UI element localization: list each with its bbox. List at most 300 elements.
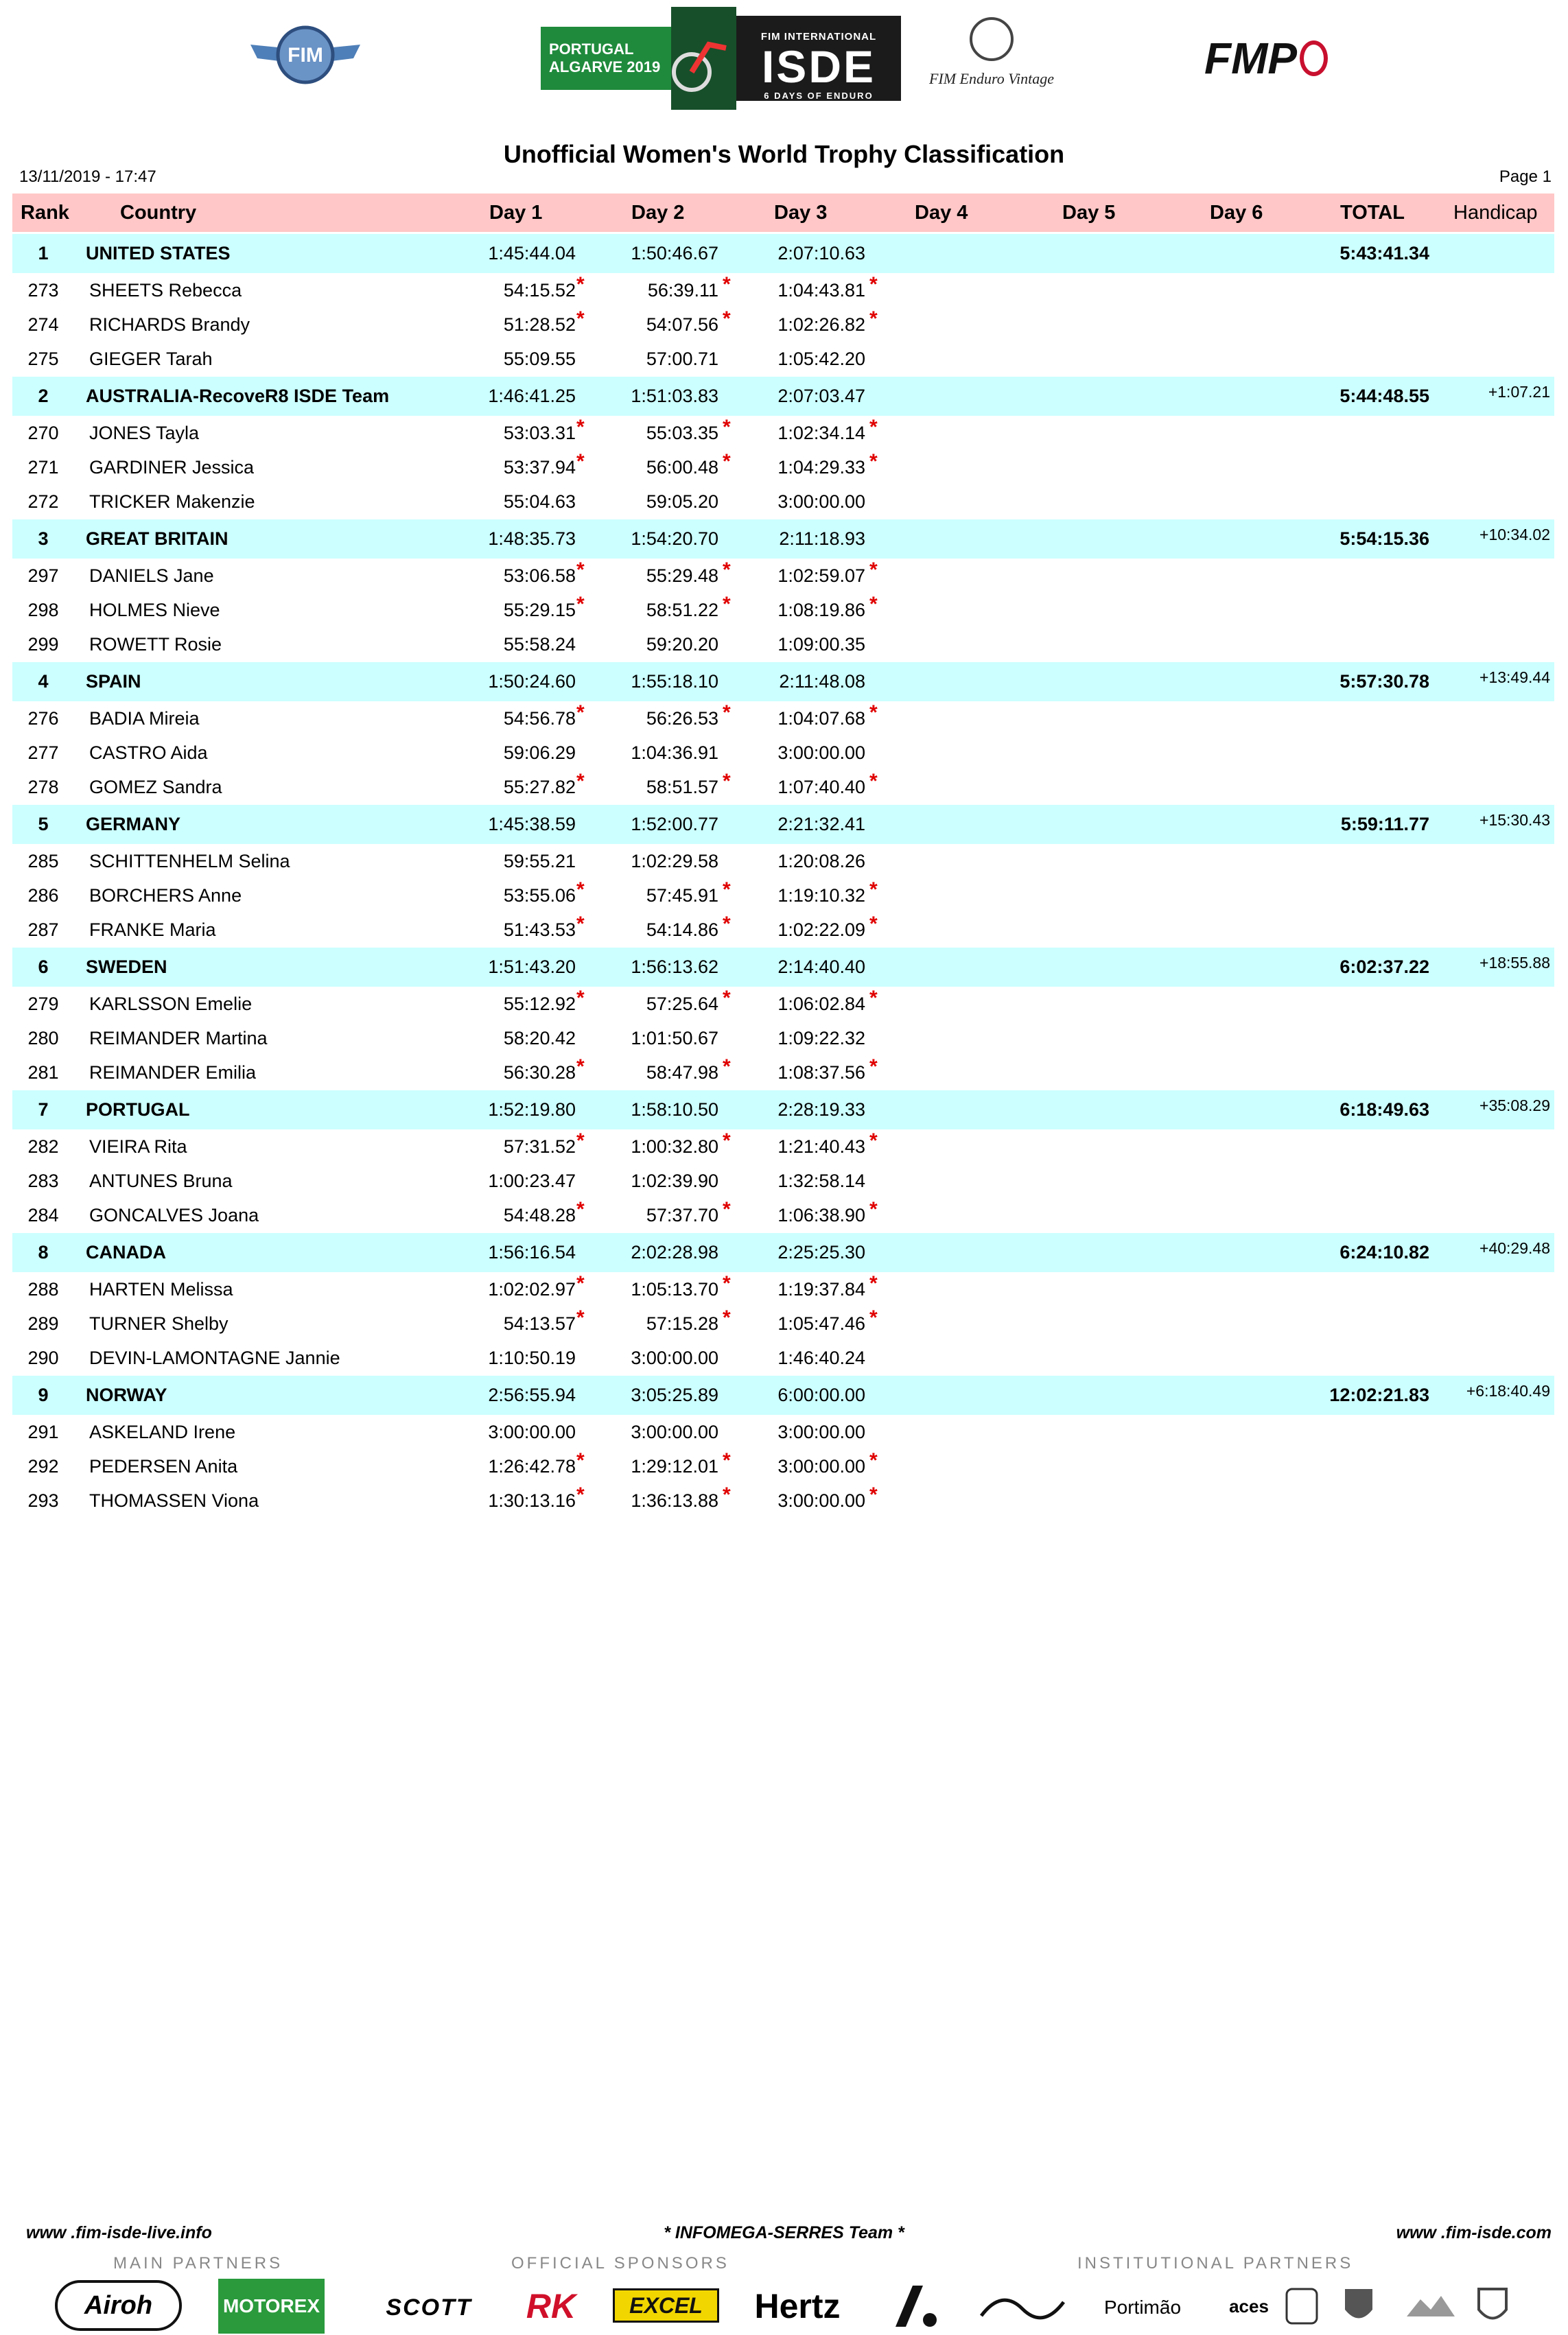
footer-credit: * INFOMEGA-SERRES Team * xyxy=(664,2223,904,2242)
rider-row xyxy=(12,342,1554,376)
rider-day3-time: 3:00:00.00 xyxy=(777,742,865,763)
isde-portugal-label: PORTUGAL ALGARVE 2019 xyxy=(541,27,671,90)
rider-row xyxy=(12,450,1554,484)
team-day3-time: 6:00:00.00 xyxy=(777,1385,865,1405)
aces-logo: aces xyxy=(1229,2295,1269,2316)
rider-row xyxy=(12,987,1554,1021)
rider-number: 283 xyxy=(27,1171,59,1191)
team-total-time: 6:02:37.22 xyxy=(1339,957,1429,977)
team-day3-time: 2:07:10.63 xyxy=(777,243,865,263)
rider-day3-time: 1:19:37.84 xyxy=(777,1279,865,1300)
col-rank: Rank xyxy=(21,202,69,224)
rider-name: ANTUNES Bruna xyxy=(89,1171,233,1191)
counting-time-star-icon: * xyxy=(869,1055,878,1078)
team-day1-time: 1:45:44.04 xyxy=(488,243,576,263)
rider-row xyxy=(12,559,1554,593)
team-day2-time: 2:02:28.98 xyxy=(631,1242,718,1263)
team-row xyxy=(12,662,1554,701)
rider-day2-time: 56:39.11 xyxy=(647,280,718,301)
rider-day3-time: 1:02:26.82 xyxy=(777,314,865,335)
team-rank: 3 xyxy=(38,528,49,549)
team-day3-time: 2:28:19.33 xyxy=(777,1099,865,1120)
rider-day2-time: 3:00:00.00 xyxy=(631,1422,718,1442)
team-handicap: +40:29.48 xyxy=(1479,1239,1550,1257)
counting-time-star-icon: * xyxy=(869,1272,878,1295)
team-rank: 1 xyxy=(38,243,49,263)
municipal-crest-icon xyxy=(1468,2279,1517,2334)
col-day5: Day 5 xyxy=(1062,202,1116,224)
team-day1-time: 1:51:43.20 xyxy=(488,957,576,977)
rider-name: FRANKE Maria xyxy=(89,919,216,940)
counting-time-star-icon: * xyxy=(723,770,731,793)
institutional-partners-heading: INSTITUTIONAL PARTNERS xyxy=(1077,2254,1354,2273)
team-country: CANADA xyxy=(86,1242,166,1263)
rider-row xyxy=(12,1306,1554,1341)
rider-row xyxy=(12,307,1554,342)
rider-name: DEVIN-LAMONTAGNE Jannie xyxy=(89,1348,340,1368)
rider-day1-time: 55:58.24 xyxy=(503,634,576,655)
counting-time-star-icon: * xyxy=(723,701,731,724)
counting-time-star-icon: * xyxy=(869,1483,878,1506)
svg-text:FIM: FIM xyxy=(288,44,323,67)
counting-time-star-icon: * xyxy=(723,416,731,438)
rider-day1-time: 55:29.15 xyxy=(503,600,576,620)
isde-logo xyxy=(541,8,901,108)
rider-row xyxy=(12,416,1554,450)
rider-number: 270 xyxy=(27,423,59,443)
svg-text:FIM Enduro Vintage: FIM Enduro Vintage xyxy=(928,70,1055,87)
team-day2-time: 1:56:13.62 xyxy=(631,957,718,977)
rider-day2-time: 57:15.28 xyxy=(646,1313,718,1334)
rider-day1-time: 3:00:00.00 xyxy=(488,1422,576,1442)
counting-time-star-icon: * xyxy=(576,559,585,581)
sponsor-strip xyxy=(0,2254,1568,2335)
team-country: UNITED STATES xyxy=(86,243,231,263)
rider-day1-time: 54:13.57 xyxy=(503,1313,576,1334)
rider-day1-time: 1:00:23.47 xyxy=(488,1171,576,1191)
counting-time-star-icon: * xyxy=(869,770,878,793)
monchique-logo xyxy=(1400,2279,1462,2334)
rider-day3-time: 1:02:22.09 xyxy=(777,919,865,940)
team-day2-time: 1:58:10.50 xyxy=(631,1099,718,1120)
rider-day2-time: 57:00.71 xyxy=(646,349,718,369)
rider-name: SHEETS Rebecca xyxy=(89,280,242,301)
rider-name: ROWETT Rosie xyxy=(89,634,222,655)
motorbike-icon xyxy=(671,7,736,110)
rider-name: KARLSSON Emelie xyxy=(89,994,253,1014)
rider-day2-time: 1:05:13.70 xyxy=(631,1279,718,1300)
counting-time-star-icon: * xyxy=(869,878,878,901)
team-total-time: 5:54:15.36 xyxy=(1339,528,1429,549)
team-country: NORWAY xyxy=(86,1385,167,1405)
team-handicap: +15:30.43 xyxy=(1479,811,1550,829)
rk-logo: RK xyxy=(526,2287,576,2325)
rider-day3-time: 1:32:58.14 xyxy=(777,1171,865,1191)
rider-day3-time: 1:02:59.07 xyxy=(777,565,865,586)
rider-day1-time: 59:06.29 xyxy=(503,742,576,763)
rider-name: HOLMES Nieve xyxy=(89,600,220,620)
rider-row xyxy=(12,1055,1554,1090)
rider-name: VIEIRA Rita xyxy=(89,1136,187,1157)
team-day2-time: 1:51:03.83 xyxy=(631,386,718,406)
rider-number: 272 xyxy=(27,491,59,512)
rider-name: REIMANDER Martina xyxy=(89,1028,268,1048)
rider-row xyxy=(12,1129,1554,1164)
team-handicap: +6:18:40.49 xyxy=(1466,1382,1550,1400)
team-day3-time: 2:21:32.41 xyxy=(777,814,865,834)
rider-number: 297 xyxy=(27,565,59,586)
rider-name: CASTRO Aida xyxy=(89,742,208,763)
isde-main-label: ISDE xyxy=(761,40,876,92)
counting-time-star-icon: * xyxy=(869,450,878,473)
team-rank: 2 xyxy=(38,386,49,406)
counting-time-star-icon: * xyxy=(723,1449,731,1472)
footer-site-url[interactable]: www .fim-isde.com xyxy=(1396,2223,1552,2242)
rider-name: THOMASSEN Viona xyxy=(89,1490,259,1511)
team-day1-time: 1:56:16.54 xyxy=(488,1242,576,1263)
rider-name: REIMANDER Emilia xyxy=(89,1062,257,1083)
team-day2-time: 1:50:46.67 xyxy=(631,243,718,263)
col-day1: Day 1 xyxy=(489,202,543,224)
rider-day3-time: 1:04:07.68 xyxy=(777,708,865,729)
team-day3-time: 2:25:25.30 xyxy=(777,1242,865,1263)
counting-time-star-icon: * xyxy=(723,1129,731,1152)
team-row xyxy=(12,519,1554,559)
page-number: Page 1 xyxy=(1499,167,1552,186)
fmp-label: FMP xyxy=(1204,34,1298,83)
rider-day1-time: 59:55.21 xyxy=(503,851,576,871)
airoh-logo: Airoh xyxy=(55,2280,182,2331)
rider-number: 275 xyxy=(27,349,59,369)
counting-time-star-icon: * xyxy=(576,593,585,615)
rider-number: 276 xyxy=(27,708,59,729)
print-date: 13/11/2019 - 17:47 xyxy=(19,167,156,186)
rider-name: GOMEZ Sandra xyxy=(89,777,222,797)
rider-day1-time: 53:37.94 xyxy=(503,457,576,478)
header-logos xyxy=(0,0,1568,117)
counting-time-star-icon: * xyxy=(576,987,585,1009)
rider-day1-time: 53:03.31 xyxy=(503,423,576,443)
rider-day3-time: 1:19:10.32 xyxy=(777,885,865,906)
team-rank: 8 xyxy=(38,1242,49,1263)
rider-day1-time: 55:09.55 xyxy=(503,349,576,369)
rider-row xyxy=(12,593,1554,627)
counting-time-star-icon: * xyxy=(576,1198,585,1221)
rider-number: 288 xyxy=(27,1279,59,1300)
rider-number: 299 xyxy=(27,634,59,655)
team-country: GREAT BRITAIN xyxy=(86,528,229,549)
team-day3-time: 2:07:03.47 xyxy=(777,386,865,406)
team-row xyxy=(12,1090,1554,1129)
col-day3: Day 3 xyxy=(774,202,828,224)
rider-number: 290 xyxy=(27,1348,59,1368)
rider-row xyxy=(12,1021,1554,1055)
rider-name: GARDINER Jessica xyxy=(89,457,255,478)
rider-day2-time: 1:36:13.88 xyxy=(631,1490,718,1511)
rider-day1-time: 54:56.78 xyxy=(503,708,576,729)
counting-time-star-icon: * xyxy=(723,1055,731,1078)
footer xyxy=(0,2223,1568,2251)
team-handicap: +18:55.88 xyxy=(1479,954,1550,972)
rider-day3-time: 1:08:19.86 xyxy=(777,600,865,620)
counting-time-star-icon: * xyxy=(723,1483,731,1506)
counting-time-star-icon: * xyxy=(576,1483,585,1506)
team-day1-time: 1:50:24.60 xyxy=(488,671,576,692)
page-title: Unofficial Women's World Trophy Classification xyxy=(503,140,1065,168)
rider-number: 285 xyxy=(27,851,59,871)
rider-number: 274 xyxy=(27,314,59,335)
counting-time-star-icon: * xyxy=(576,416,585,438)
team-total-time: 5:59:11.77 xyxy=(1340,814,1429,834)
team-total-time: 12:02:21.83 xyxy=(1329,1385,1429,1405)
rider-row xyxy=(12,913,1554,947)
counting-time-star-icon: * xyxy=(869,273,878,296)
table-header xyxy=(12,193,1554,232)
counting-time-star-icon: * xyxy=(869,1198,878,1221)
classification-table xyxy=(12,233,1554,1518)
portimao-logo: Portimão xyxy=(1103,2297,1182,2318)
team-day2-time: 1:54:20.70 xyxy=(631,528,718,549)
rider-day2-time: 1:00:32.80 xyxy=(631,1136,718,1157)
isde-sub-label: 6 DAYS OF ENDURO xyxy=(764,90,874,101)
regional-logo xyxy=(878,2279,954,2334)
counting-time-star-icon: * xyxy=(576,450,585,473)
rider-day2-time: 55:29.48 xyxy=(646,565,718,586)
rider-day2-time: 59:20.20 xyxy=(646,634,718,655)
isde-wordmark xyxy=(736,16,901,101)
rider-row xyxy=(12,1449,1554,1483)
rider-day1-time: 51:28.52 xyxy=(503,314,576,335)
rider-day1-time: 1:26:42.78 xyxy=(488,1456,576,1477)
team-country: AUSTRALIA-RecoveR8 ISDE Team xyxy=(86,386,390,406)
rider-day1-time: 1:10:50.19 xyxy=(488,1348,576,1368)
counting-time-star-icon: * xyxy=(576,1306,585,1329)
rider-day1-time: 57:31.52 xyxy=(503,1136,576,1157)
hertz-logo: Hertz xyxy=(754,2287,841,2325)
rider-day2-time: 1:01:50.67 xyxy=(631,1028,718,1048)
rider-number: 293 xyxy=(27,1490,59,1511)
rider-day3-time: 3:00:00.00 xyxy=(777,1422,865,1442)
counting-time-star-icon: * xyxy=(576,1129,585,1152)
counting-time-star-icon: * xyxy=(576,1272,585,1295)
rider-day2-time: 57:37.70 xyxy=(646,1205,718,1225)
rider-day2-time: 58:51.22 xyxy=(646,600,718,620)
team-total-time: 6:18:49.63 xyxy=(1339,1099,1429,1120)
team-rank: 4 xyxy=(38,671,49,692)
team-rank: 6 xyxy=(38,957,49,977)
team-day3-time: 2:11:18.93 xyxy=(779,528,865,549)
official-sponsors-heading: OFFICIAL SPONSORS xyxy=(511,2254,729,2273)
team-handicap: +1:07.21 xyxy=(1488,383,1550,401)
rider-day3-time: 1:07:40.40 xyxy=(777,777,865,797)
team-row xyxy=(12,1376,1554,1415)
team-handicap: +35:08.29 xyxy=(1479,1096,1550,1114)
rider-day3-time: 3:00:00.00 xyxy=(777,1490,865,1511)
counting-time-star-icon: * xyxy=(869,987,878,1009)
team-row xyxy=(12,377,1554,416)
counting-time-star-icon: * xyxy=(869,1449,878,1472)
counting-time-star-icon: * xyxy=(869,1129,878,1152)
rider-number: 281 xyxy=(27,1062,59,1083)
rider-row xyxy=(12,1415,1554,1449)
counting-time-star-icon: * xyxy=(723,987,731,1009)
rider-name: GIEGER Tarah xyxy=(89,349,213,369)
rider-row xyxy=(12,770,1554,804)
rider-name: DANIELS Jane xyxy=(89,565,214,586)
counting-time-star-icon: * xyxy=(576,307,585,330)
rider-day2-time: 1:02:39.90 xyxy=(631,1171,718,1191)
col-country: Country xyxy=(120,202,197,224)
team-total-time: 5:44:48.55 xyxy=(1339,386,1429,406)
team-day1-time: 2:56:55.94 xyxy=(488,1385,576,1405)
rider-day2-time: 58:47.98 xyxy=(646,1062,718,1083)
team-total-time: 5:57:30.78 xyxy=(1339,671,1429,692)
rider-day3-time: 1:02:34.14 xyxy=(777,423,865,443)
rider-day1-time: 53:55.06 xyxy=(503,885,576,906)
rider-day1-time: 55:12.92 xyxy=(503,994,576,1014)
counting-time-star-icon: * xyxy=(576,701,585,724)
rider-number: 271 xyxy=(27,457,59,478)
counting-time-star-icon: * xyxy=(869,701,878,724)
main-partners-heading: MAIN PARTNERS xyxy=(113,2254,283,2273)
team-country: PORTUGAL xyxy=(86,1099,190,1120)
team-row xyxy=(12,234,1554,273)
rider-number: 280 xyxy=(27,1028,59,1048)
rider-day1-time: 55:04.63 xyxy=(503,491,576,512)
fmp-wheel-icon xyxy=(1300,40,1328,76)
rider-day2-time: 57:45.91 xyxy=(646,885,718,906)
rider-day3-time: 1:05:47.46 xyxy=(777,1313,865,1334)
counting-time-star-icon: * xyxy=(869,593,878,615)
fim-logo xyxy=(244,21,367,89)
team-day2-time: 1:55:18.10 xyxy=(631,671,718,692)
rider-name: HARTEN Melissa xyxy=(89,1279,233,1300)
counting-time-star-icon: * xyxy=(723,913,731,935)
rider-day1-time: 56:30.28 xyxy=(503,1062,576,1083)
rider-day3-time: 1:04:29.33 xyxy=(777,457,865,478)
ipdj-logo xyxy=(1278,2279,1326,2334)
col-day6: Day 6 xyxy=(1210,202,1263,224)
rider-day1-time: 54:48.28 xyxy=(503,1205,576,1225)
rider-number: 292 xyxy=(27,1456,59,1477)
team-day2-time: 3:05:25.89 xyxy=(631,1385,718,1405)
rider-number: 284 xyxy=(27,1205,59,1225)
rider-row xyxy=(12,1341,1554,1375)
excel-logo: EXCEL xyxy=(613,2288,719,2323)
team-country: SWEDEN xyxy=(86,957,167,977)
team-row xyxy=(12,948,1554,987)
rider-row xyxy=(12,736,1554,770)
counting-time-star-icon: * xyxy=(869,559,878,581)
rider-day1-time: 51:43.53 xyxy=(503,919,576,940)
rider-row xyxy=(12,1198,1554,1232)
tourism-logo xyxy=(974,2281,1070,2330)
rider-name: ASKELAND Irene xyxy=(89,1422,236,1442)
rider-number: 289 xyxy=(27,1313,59,1334)
team-row xyxy=(12,1233,1554,1272)
rider-day3-time: 1:46:40.24 xyxy=(777,1348,865,1368)
motorex-logo: MOTOREX xyxy=(218,2279,325,2334)
col-day4: Day 4 xyxy=(915,202,968,224)
rider-number: 278 xyxy=(27,777,59,797)
rider-day3-time: 1:04:43.81 xyxy=(777,280,865,301)
rider-day1-time: 1:02:02.97 xyxy=(488,1279,576,1300)
col-handicap: Handicap xyxy=(1453,202,1538,224)
rider-row xyxy=(12,701,1554,736)
footer-live-url[interactable]: www .fim-isde-live.info xyxy=(26,2223,212,2242)
team-rank: 9 xyxy=(38,1385,49,1405)
rider-day2-time: 57:25.64 xyxy=(646,994,718,1014)
enduro-vintage-logo xyxy=(928,8,1055,108)
rider-day3-time: 1:21:40.43 xyxy=(777,1136,865,1157)
team-total-time: 5:43:41.34 xyxy=(1339,243,1429,263)
counting-time-star-icon: * xyxy=(723,1272,731,1295)
rider-day3-time: 1:06:02.84 xyxy=(777,994,865,1014)
isde-top-label: FIM INTERNATIONAL xyxy=(760,30,877,43)
counting-time-star-icon: * xyxy=(576,878,585,901)
team-rank: 5 xyxy=(38,814,49,834)
rider-name: BORCHERS Anne xyxy=(89,885,242,906)
rider-day1-time: 1:30:13.16 xyxy=(488,1490,576,1511)
rider-day2-time: 55:03.35 xyxy=(646,423,718,443)
col-day2: Day 2 xyxy=(631,202,685,224)
team-rank: 7 xyxy=(38,1099,49,1120)
rider-number: 287 xyxy=(27,919,59,940)
rider-day3-time: 3:00:00.00 xyxy=(777,1456,865,1477)
rider-number: 273 xyxy=(27,280,59,301)
col-total: TOTAL xyxy=(1340,202,1405,224)
fmp-logo xyxy=(1204,27,1328,89)
counting-time-star-icon: * xyxy=(723,559,731,581)
counting-time-star-icon: * xyxy=(576,770,585,793)
team-day3-time: 2:14:40.40 xyxy=(777,957,865,977)
rider-name: TURNER Shelby xyxy=(89,1313,229,1334)
rider-row xyxy=(12,1164,1554,1198)
rider-day3-time: 1:09:00.35 xyxy=(777,634,865,655)
rider-name: BADIA Mireia xyxy=(89,708,200,729)
rider-day3-time: 3:00:00.00 xyxy=(777,491,865,512)
rider-row xyxy=(12,273,1554,307)
rider-number: 298 xyxy=(27,600,59,620)
rider-number: 282 xyxy=(27,1136,59,1157)
rider-day2-time: 59:05.20 xyxy=(646,491,718,512)
rider-day1-time: 54:15.52 xyxy=(503,280,576,301)
rider-row xyxy=(12,844,1554,878)
team-row xyxy=(12,805,1554,844)
team-day1-time: 1:45:38.59 xyxy=(488,814,576,834)
rider-day3-time: 1:20:08.26 xyxy=(777,851,865,871)
rider-day2-time: 1:29:12.01 xyxy=(631,1456,718,1477)
rider-day2-time: 56:26.53 xyxy=(646,708,718,729)
rider-name: GONCALVES Joana xyxy=(89,1205,259,1225)
rider-name: JONES Tayla xyxy=(89,423,200,443)
rider-day1-time: 53:06.58 xyxy=(503,565,576,586)
rider-number: 286 xyxy=(27,885,59,906)
counting-time-star-icon: * xyxy=(576,913,585,935)
rider-number: 277 xyxy=(27,742,59,763)
scott-logo: SCOTT xyxy=(386,2294,472,2321)
counting-time-star-icon: * xyxy=(723,593,731,615)
rider-row xyxy=(12,1483,1554,1518)
counting-time-star-icon: * xyxy=(576,273,585,296)
counting-time-star-icon: * xyxy=(723,1306,731,1329)
counting-time-star-icon: * xyxy=(723,878,731,901)
rider-name: PEDERSEN Anita xyxy=(89,1456,238,1477)
team-day1-time: 1:46:41.25 xyxy=(488,386,576,406)
counting-time-star-icon: * xyxy=(576,1055,585,1078)
team-country: GERMANY xyxy=(86,814,181,834)
counting-time-star-icon: * xyxy=(869,307,878,330)
